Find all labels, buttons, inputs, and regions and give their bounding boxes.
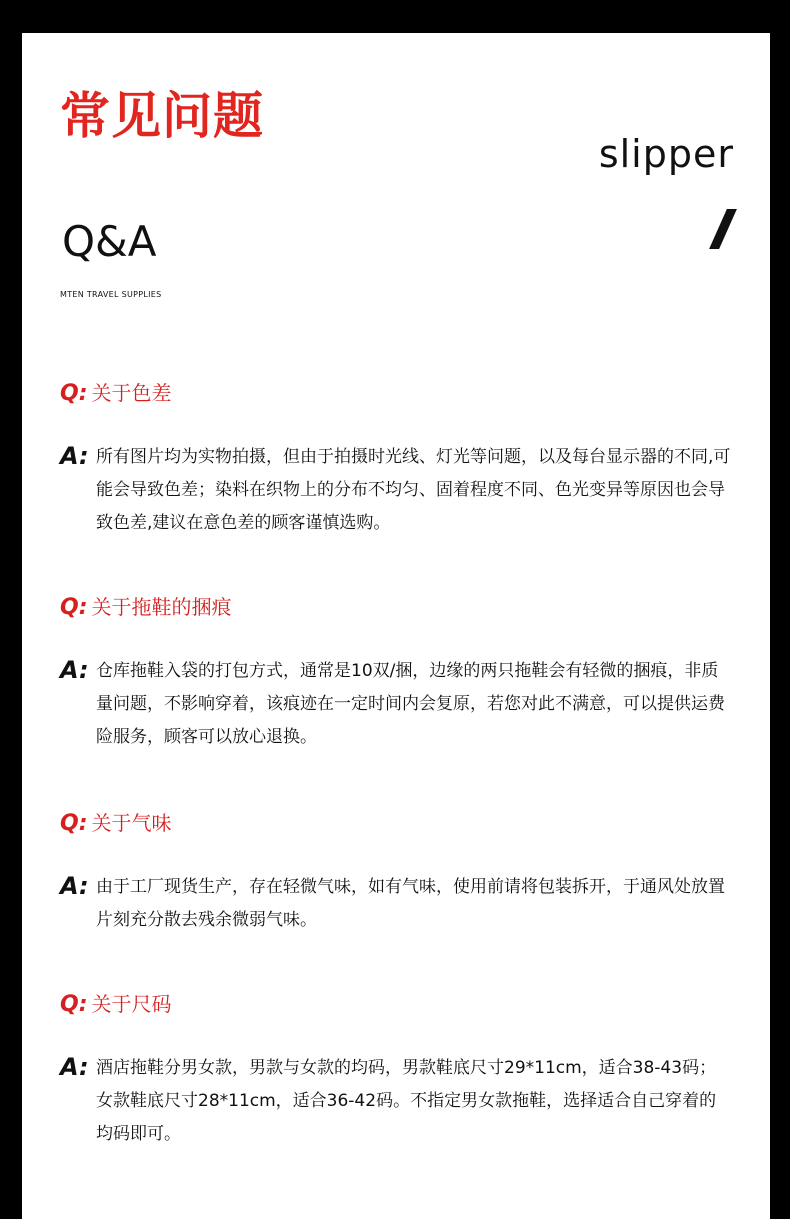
brand-tagline: MTEN TRAVEL SUPPLIES: [60, 290, 162, 299]
answer-text: 由于工厂现货生产，存在轻微气味，如有气味，使用前请将包装拆开，于通风处放置片刻充分散去残余微弱气味。: [96, 877, 725, 930]
question-text: 关于尺码: [91, 992, 172, 1016]
faq-question: [60, 597, 732, 619]
answer-text: 所有图片均为实物拍摄，但由于拍摄时光线、灯光等问题，以及每台显示器的不同,可能会导致色差；染料在织物上的分布不均匀、固着程度不同、色光变异等原因也会导致色差,建议在意色差的顾客谨慎选购。: [96, 447, 731, 533]
answer-marker: A:: [60, 656, 89, 684]
question-text: 关于色差: [91, 381, 172, 405]
faq-item-odor: [60, 813, 732, 937]
answer-marker: A:: [60, 442, 89, 470]
faq-answer: [60, 441, 732, 540]
faq-question: [60, 813, 732, 835]
faq-answer: [60, 1052, 732, 1151]
question-marker: Q:: [60, 992, 88, 1017]
faq-question: [60, 383, 732, 405]
question-marker: Q:: [60, 381, 88, 406]
question-marker: Q:: [60, 811, 88, 836]
answer-text: 酒店拖鞋分男女款，男款与女款的均码，男款鞋底尺寸29*11cm，适合38-43码；女款鞋底尺寸28*11cm，适合36-42码。不指定男女款拖鞋，选择适合自己穿着的均码即可。: [96, 1058, 717, 1144]
question-marker: Q:: [60, 595, 88, 620]
faq-item-sizing: [60, 994, 732, 1151]
answer-text: 仓库拖鞋入袋的打包方式，通常是10双/捆，边缘的两只拖鞋会有轻微的捆痕，非质量问题，不影响穿着，该痕迹在一定时间内会复原，若您对此不满意，可以提供运费险服务，顾客可以放心退换。: [96, 661, 725, 747]
page-title: 常见问题: [60, 87, 264, 145]
faq-answer: [60, 871, 732, 937]
slash-decoration: [709, 209, 737, 249]
question-text: 关于气味: [91, 811, 172, 835]
question-text: 关于拖鞋的捆痕: [91, 595, 232, 619]
faq-answer: [60, 655, 732, 754]
brand-word: slipper: [598, 132, 734, 176]
answer-marker: A:: [60, 872, 89, 900]
faq-question: [60, 994, 732, 1016]
content-panel: [22, 33, 770, 1219]
faq-item-color-difference: [60, 383, 732, 540]
answer-marker: A:: [60, 1053, 89, 1081]
qa-heading: Q&A: [62, 217, 157, 266]
faq-item-strap-marks: [60, 597, 732, 754]
